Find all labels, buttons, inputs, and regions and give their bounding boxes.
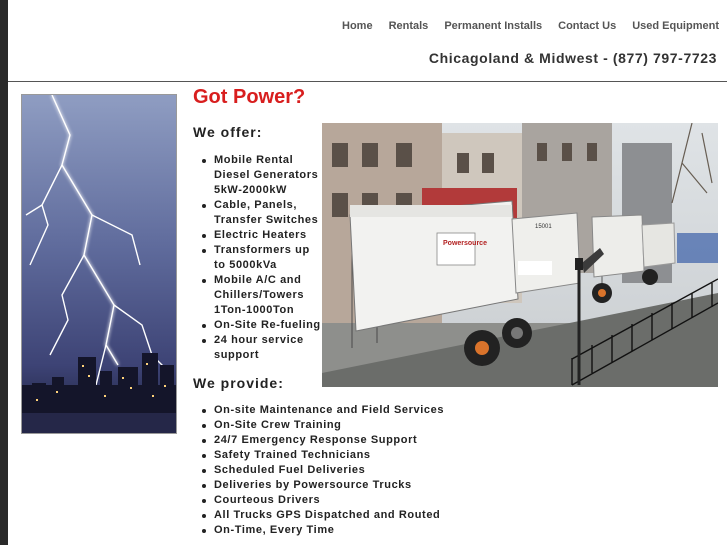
list-item: 24 hour service support	[194, 333, 324, 363]
nav-rentals[interactable]: Rentals	[388, 20, 429, 32]
header-tagline: Chicagoland & Midwest - (877) 797-7723	[428, 50, 717, 66]
list-item: Scheduled Fuel Deliveries	[194, 463, 514, 478]
list-item: All Trucks GPS Dispatched and Routed	[194, 508, 514, 523]
brand-label: Powersource	[443, 240, 487, 247]
list-item: On-site Maintenance and Field Services	[194, 403, 514, 418]
nav-permanent-installs[interactable]: Permanent Installs	[444, 20, 543, 32]
list-item: Transformers up to 5000kVa	[194, 243, 324, 273]
nav-home[interactable]: Home	[342, 20, 373, 32]
offer-heading: We offer:	[193, 124, 263, 140]
top-nav	[342, 20, 719, 32]
provide-heading: We provide:	[193, 375, 284, 391]
page-title: Got Power?	[193, 86, 306, 108]
generators-photo	[322, 123, 718, 387]
offer-list	[194, 153, 324, 363]
list-item: On-Time, Every Time	[194, 523, 514, 538]
page-frame	[8, 0, 727, 545]
nav-contact-us[interactable]: Contact Us	[558, 20, 617, 32]
list-item: Cable, Panels, Transfer Switches	[194, 198, 324, 228]
provide-list	[194, 403, 514, 538]
site-header	[8, 0, 727, 82]
unit-number-label: 15001	[535, 224, 552, 230]
list-item: 24/7 Emergency Response Support	[194, 433, 514, 448]
list-item: Safety Trained Technicians	[194, 448, 514, 463]
list-item: On-Site Re-fueling	[194, 318, 324, 333]
list-item: Mobile Rental Diesel Generators 5kW-2000kW	[194, 153, 324, 198]
list-item: Courteous Drivers	[194, 493, 514, 508]
list-item: Mobile A/C and Chillers/Towers 1Ton-1000Ton	[194, 273, 324, 318]
list-item: Deliveries by Powersource Trucks	[194, 478, 514, 493]
list-item: Electric Heaters	[194, 228, 324, 243]
nav-used-equipment[interactable]: Used Equipment	[632, 20, 719, 32]
list-item: On-Site Crew Training	[194, 418, 514, 433]
lightning-photo	[21, 94, 177, 434]
